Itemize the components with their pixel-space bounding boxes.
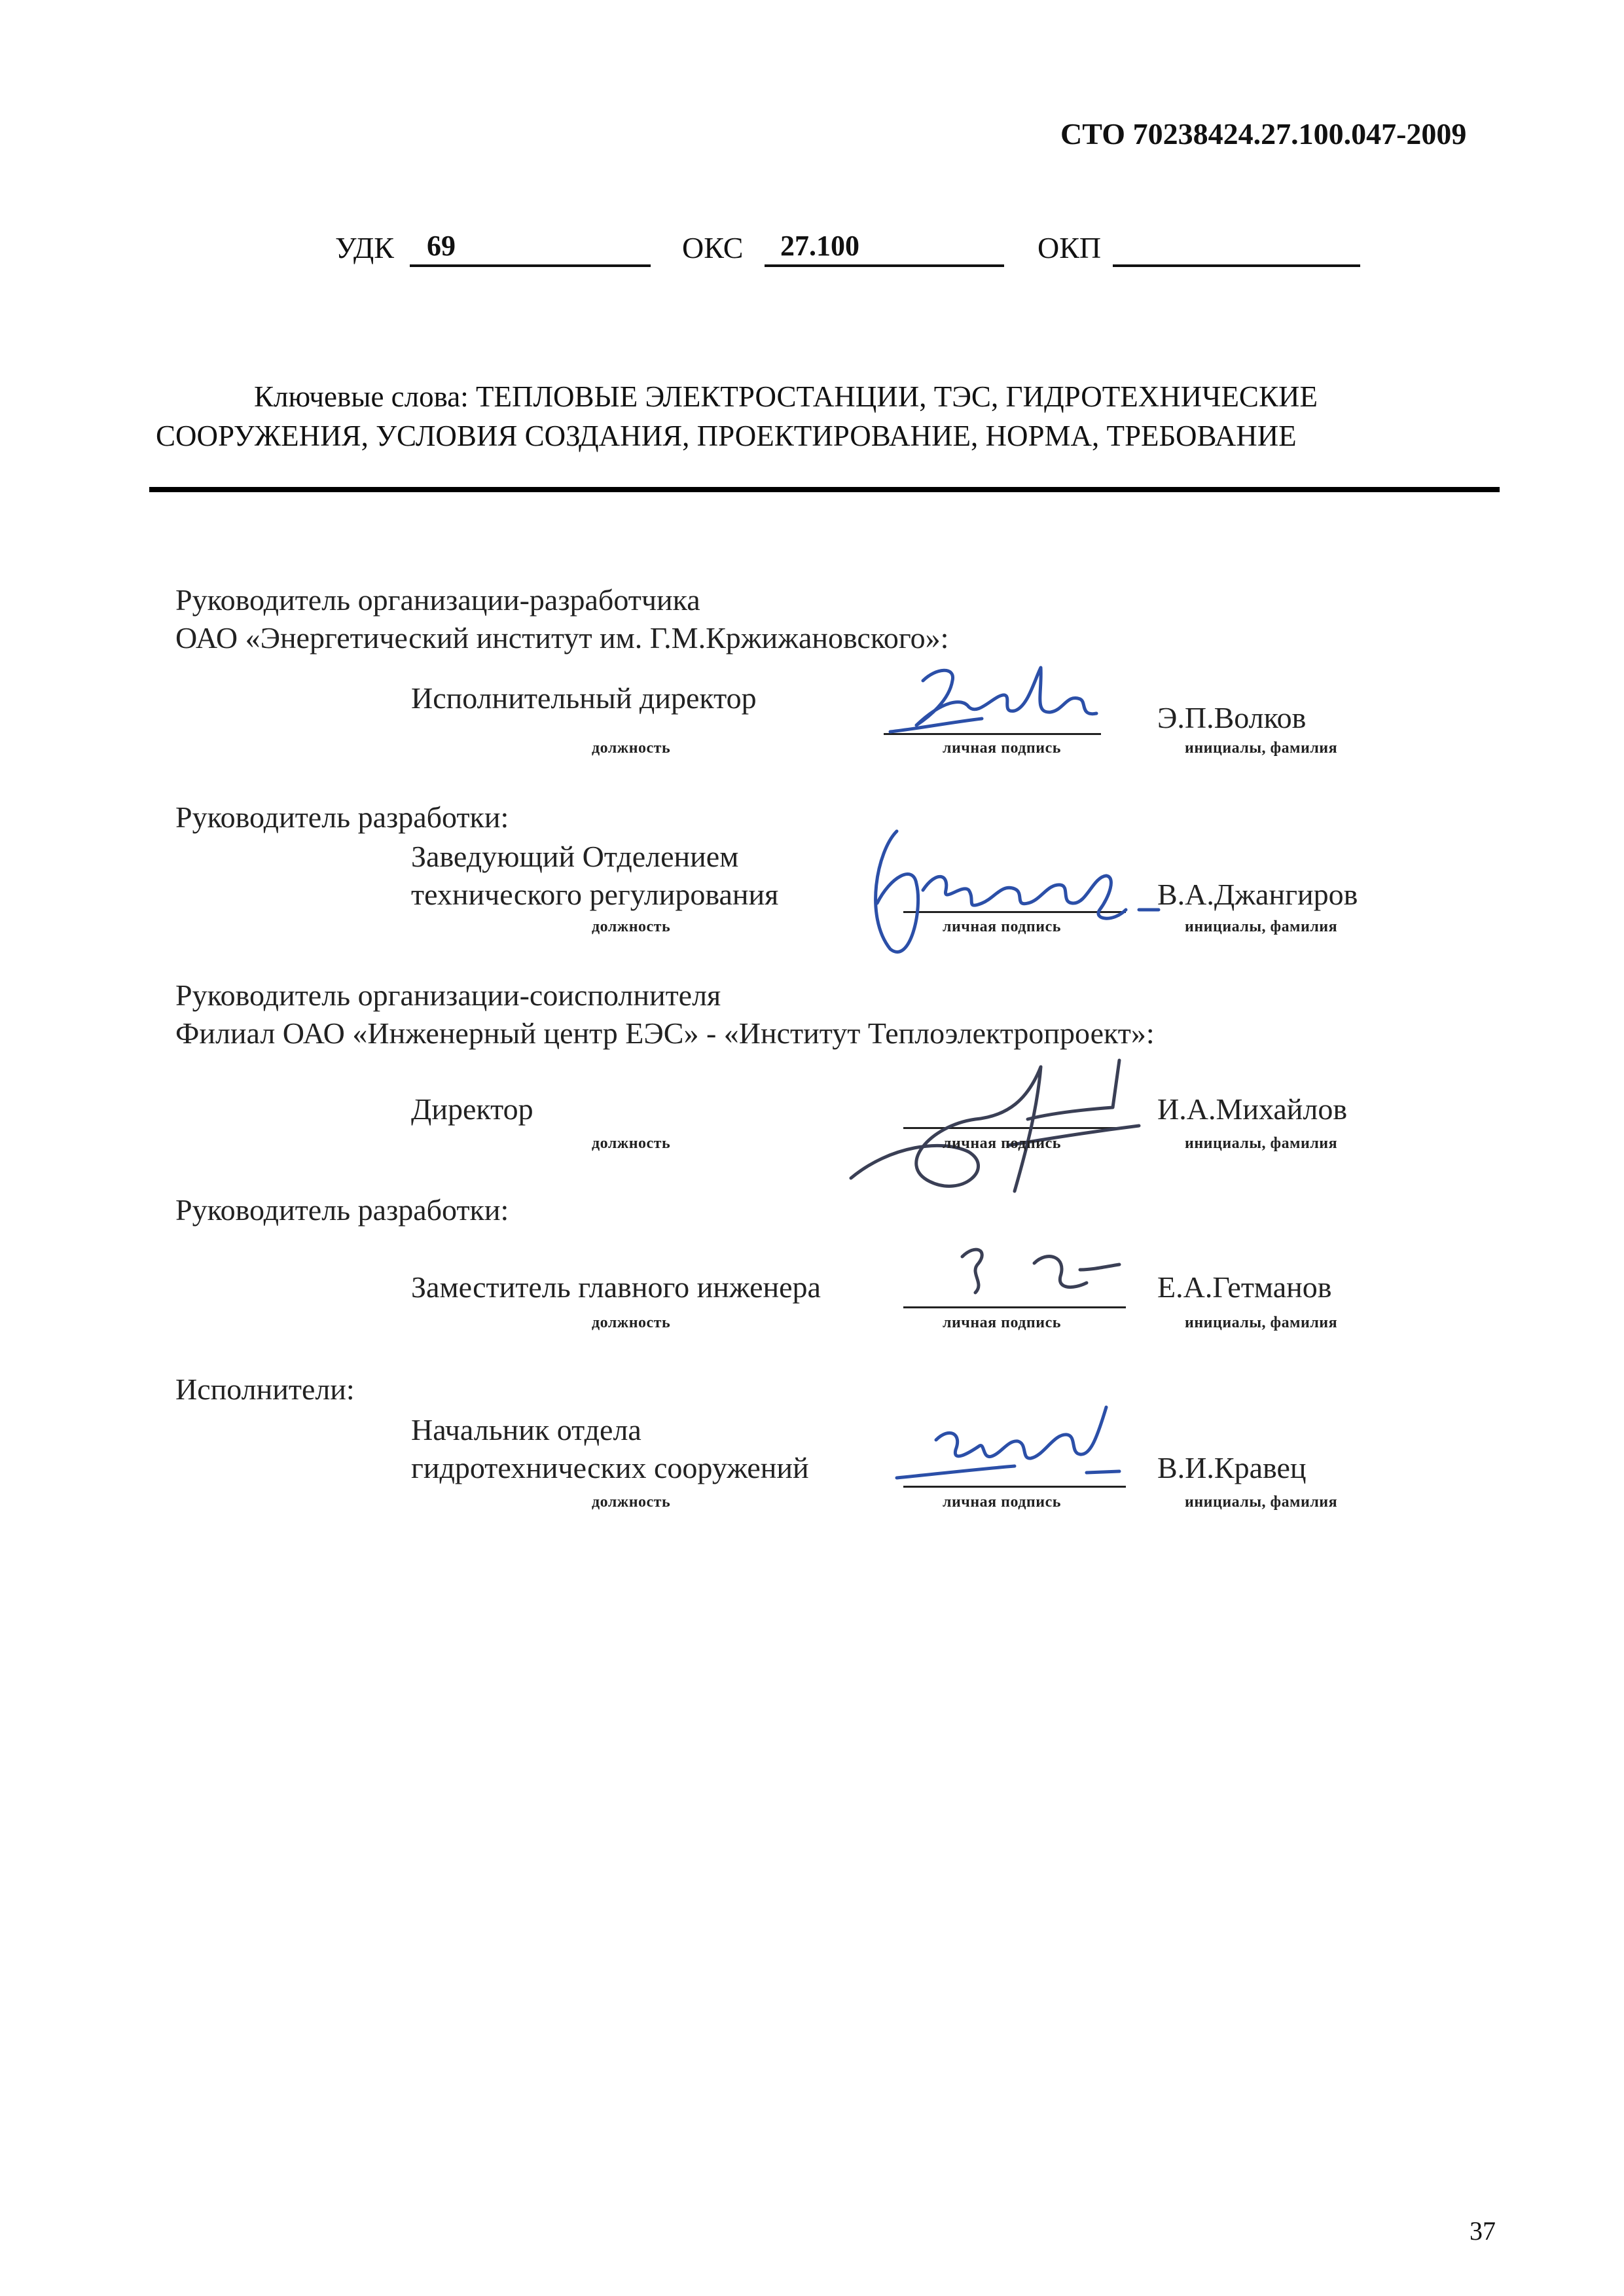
signature-caption: личная подпись — [943, 918, 1061, 935]
block-organization: ОАО «Энергетический институт им. Г.М.Кржижановского»: — [175, 621, 949, 655]
position-caption: должность — [592, 1135, 671, 1152]
keywords-line-1 — [254, 380, 1318, 414]
signatory-name: И.А.Михайлов — [1157, 1092, 1348, 1126]
oks-value: 27.100 — [780, 230, 859, 262]
okp-label: ОКП — [1038, 231, 1102, 264]
keywords-text-1: ТЕПЛОВЫЕ ЭЛЕКТРОСТАНЦИИ, ТЭС, ГИДРОТЕХНИЧЕСКИЕ — [476, 380, 1318, 413]
signature-caption: личная подпись — [943, 1135, 1061, 1152]
signatory-name: Е.А.Гетманов — [1157, 1270, 1332, 1304]
name-caption: инициалы, фамилия — [1185, 1135, 1338, 1152]
name-caption: инициалы, фамилия — [1185, 1494, 1338, 1511]
udk-label: УДК — [335, 231, 394, 264]
position-caption: должность — [592, 1314, 671, 1331]
oks-label: ОКС — [682, 231, 744, 264]
keywords-line-2: СООРУЖЕНИЯ, УСЛОВИЯ СОЗДАНИЯ, ПРОЕКТИРОВАНИЕ, НОРМА, ТРЕБОВАНИЕ — [156, 420, 1297, 452]
signatory-name: Э.П.Волков — [1157, 701, 1307, 734]
position-title-line-2: гидротехнических сооружений — [411, 1451, 809, 1484]
name-caption: инициалы, фамилия — [1185, 918, 1338, 935]
block-heading: Руководитель организации-соисполнителя — [175, 978, 721, 1012]
oks-underline — [765, 264, 1004, 267]
position-title: Заместитель главного инженера — [411, 1270, 821, 1304]
udk-underline — [410, 264, 651, 267]
page-number: 37 — [1470, 2216, 1496, 2246]
signature-image — [871, 655, 1119, 753]
position-title: Директор — [411, 1092, 533, 1126]
signature-image — [812, 1047, 1152, 1204]
position-caption: должность — [592, 918, 671, 935]
section-divider — [149, 487, 1500, 492]
position-title-line-1: Заведующий Отделением — [411, 840, 739, 873]
signature-caption: личная подпись — [943, 740, 1061, 757]
name-caption: инициалы, фамилия — [1185, 1314, 1338, 1331]
block-heading: Руководитель организации-разработчика — [175, 583, 700, 617]
signatory-name: В.А.Джангиров — [1157, 878, 1358, 911]
name-caption: инициалы, фамилия — [1185, 740, 1338, 757]
signature-image — [871, 1401, 1132, 1499]
block-heading: Исполнители: — [175, 1372, 355, 1406]
signature-caption: личная подпись — [943, 1314, 1061, 1331]
block-organization: Филиал ОАО «Инженерный центр ЕЭС» - «Институт Теплоэлектропроект»: — [175, 1016, 1155, 1050]
block-heading: Руководитель разработки: — [175, 1193, 509, 1227]
position-title-line-1: Начальник отдела — [411, 1413, 641, 1446]
okp-underline — [1113, 264, 1360, 267]
position-title: Исполнительный директор — [411, 681, 757, 715]
signature-image — [903, 1230, 1126, 1309]
signature-caption: личная подпись — [943, 1494, 1061, 1511]
position-title-line-2: технического регулирования — [411, 878, 779, 911]
udk-value: 69 — [427, 230, 456, 262]
position-caption: должность — [592, 740, 671, 757]
signatory-name: В.И.Кравец — [1157, 1451, 1307, 1484]
keywords-label: Ключевые слова: — [254, 380, 469, 413]
document-code: СТО 70238424.27.100.047-2009 — [1060, 117, 1467, 151]
position-caption: должность — [592, 1494, 671, 1511]
block-heading: Руководитель разработки: — [175, 800, 509, 834]
signature-image — [851, 812, 1165, 969]
